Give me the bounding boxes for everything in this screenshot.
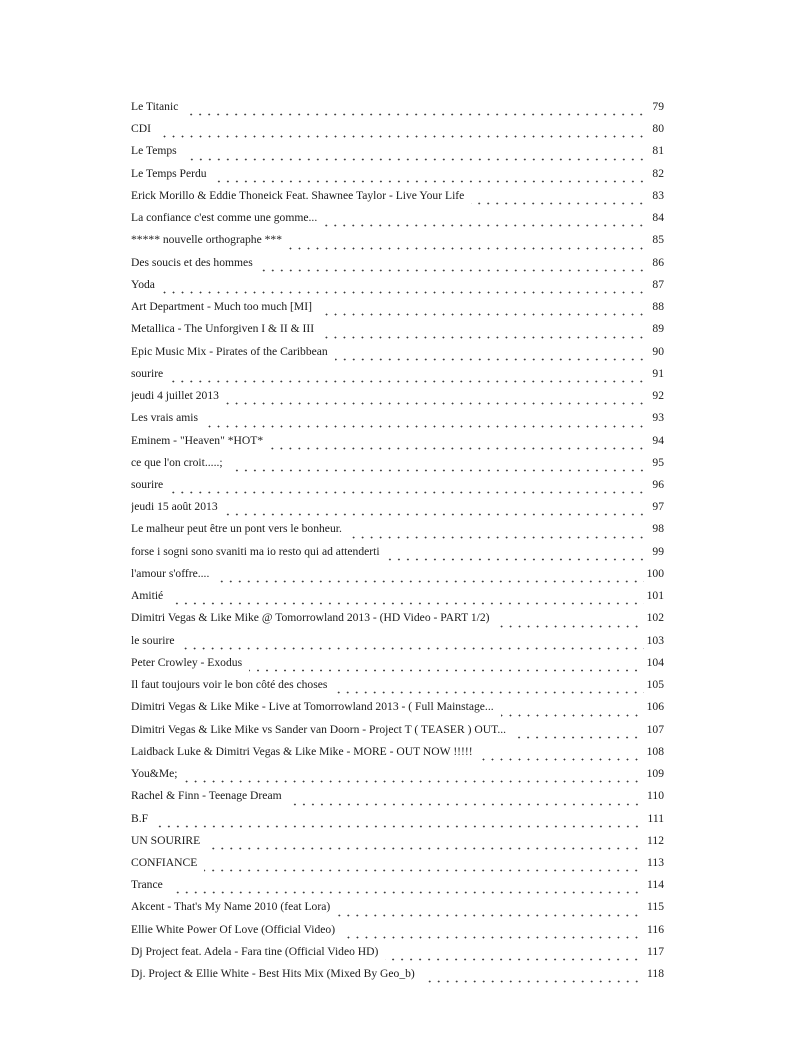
table-of-contents [131,100,664,989]
dot-leader [501,707,644,717]
dot-leader [385,951,644,961]
toc-entry[interactable] [131,189,664,211]
dot-leader [155,818,644,828]
toc-entry[interactable] [131,856,664,878]
toc-entry-title: jeudi 15 août 2013 [131,500,218,514]
toc-entry-title: Le Temps Perdu [131,166,207,180]
dot-leader [349,529,649,539]
toc-entry-page-number: 89 [652,322,664,336]
toc-entry-page-number: 92 [652,389,664,403]
toc-entry[interactable] [131,789,664,811]
toc-entry[interactable] [131,389,664,411]
toc-entry-title: Dimitri Vegas & Like Mike - Live at Tomorrowland 2013 - ( Full Mainstage... [131,700,494,714]
toc-entry[interactable] [131,211,664,233]
toc-entry[interactable] [131,745,664,767]
toc-entry-page-number: 114 [647,878,664,892]
toc-entry-title: CONFIANCE [131,855,198,869]
dot-leader [480,751,644,761]
toc-entry[interactable] [131,300,664,322]
dot-leader [170,884,644,894]
toc-entry[interactable] [131,656,664,678]
toc-entry[interactable] [131,434,664,456]
toc-entry-page-number: 113 [647,855,664,869]
toc-entry-page-number: 85 [652,233,664,247]
toc-entry-page-number: 88 [652,300,664,314]
dot-leader [513,729,644,739]
toc-entry[interactable] [131,367,664,389]
toc-entry-page-number: 109 [646,767,664,781]
dot-leader [158,128,649,138]
toc-entry-title: sourire [131,366,164,380]
toc-entry-page-number: 95 [652,455,664,469]
dot-leader [225,506,649,516]
dot-leader [204,862,644,872]
toc-entry-title: Dj. Project & Ellie White - Best Hits Mix (Mixed By Geo_b) [131,967,415,981]
toc-entry-page-number: 117 [647,944,664,958]
toc-entry-title: You&Me; [131,767,178,781]
toc-entry-page-number: 106 [646,700,664,714]
toc-entry-title: Dj Project feat. Adela - Fara tine (Official Video HD) [131,944,379,958]
dot-leader [185,773,644,783]
toc-entry-page-number: 82 [652,166,664,180]
dot-leader [471,195,649,205]
dot-leader [170,595,643,605]
toc-entry-title: le sourire [131,633,175,647]
toc-entry-page-number: 115 [647,900,664,914]
toc-entry[interactable] [131,345,664,367]
toc-entry-title: Le Temps [131,144,177,158]
dot-leader [260,262,649,272]
toc-entry-page-number: 80 [652,122,664,136]
toc-entry-title: ce que l'on croit.....; [131,455,223,469]
toc-entry-title: l'amour s'offre.... [131,566,210,580]
toc-entry[interactable] [131,923,664,945]
toc-entry-page-number: 86 [652,255,664,269]
toc-entry-page-number: 111 [647,811,664,825]
dot-leader [324,217,649,227]
toc-entry[interactable] [131,567,664,589]
toc-entry-page-number: 87 [652,277,664,291]
toc-entry-page-number: 103 [646,633,664,647]
toc-entry-title: Dimitri Vegas & Like Mike @ Tomorrowland 2013 - (HD Video - PART 1/2) [131,611,490,625]
toc-entry[interactable] [131,522,664,544]
toc-entry-page-number: 112 [647,833,664,847]
dot-leader [321,329,649,339]
dot-leader [184,151,649,161]
dot-leader [289,796,644,806]
toc-entry[interactable] [131,723,664,745]
toc-entry-page-number: 81 [652,144,664,158]
toc-entry-title: Ellie White Power Of Love (Official Video) [131,922,336,936]
dot-leader [170,484,649,494]
toc-entry[interactable] [131,456,664,478]
dot-leader [249,662,644,672]
dot-leader [337,907,644,917]
toc-entry[interactable] [131,834,664,856]
toc-entry-title: ***** nouvelle orthographe *** [131,233,283,247]
dot-leader [422,973,644,983]
toc-entry-page-number: 93 [652,411,664,425]
toc-entry[interactable] [131,611,664,633]
toc-entry-title: Laidback Luke & Dimitri Vegas & Like Mike - MORE - OUT NOW !!!!! [131,744,473,758]
toc-entry-title: UN SOURIRE [131,833,201,847]
toc-entry-page-number: 94 [652,433,664,447]
dot-leader [270,440,649,450]
toc-entry-page-number: 84 [652,211,664,225]
dot-leader [205,418,649,428]
toc-entry-page-number: 116 [647,922,664,936]
dot-leader [170,373,649,383]
toc-entry-page-number: 104 [646,655,664,669]
toc-entry-title: Des soucis et des hommes [131,255,253,269]
dot-leader [334,684,643,694]
toc-entry[interactable] [131,278,664,300]
toc-entry-title: CDI [131,122,151,136]
toc-entry-title: Yoda [131,277,155,291]
toc-entry-title: Les vrais amis [131,411,198,425]
toc-entry-page-number: 107 [646,722,664,736]
toc-entry-page-number: 101 [646,589,664,603]
dot-leader [342,929,644,939]
toc-entry-page-number: 108 [646,744,664,758]
dot-leader [387,551,649,561]
dot-leader [319,306,649,316]
toc-entry-title: Rachel & Finn - Teenage Dream [131,789,282,803]
toc-entry-title: Dimitri Vegas & Like Mike vs Sander van Doorn - Project T ( TEASER ) OUT... [131,722,507,736]
toc-entry[interactable] [131,700,664,722]
toc-entry-page-number: 102 [646,611,664,625]
toc-entry-title: Akcent - That's My Name 2010 (feat Lora) [131,900,331,914]
dot-leader [162,284,649,294]
toc-entry[interactable] [131,322,664,344]
toc-entry[interactable] [131,945,664,967]
toc-entry[interactable] [131,900,664,922]
toc-entry-title: jeudi 4 juillet 2013 [131,389,219,403]
toc-entry[interactable] [131,634,664,656]
toc-entry-page-number: 105 [646,678,664,692]
toc-entry-title: B.F [131,811,149,825]
toc-entry[interactable] [131,767,664,789]
toc-entry[interactable] [131,812,664,834]
dot-leader [497,618,644,628]
toc-entry-title: Il faut toujours voir le bon côté des choses [131,678,328,692]
toc-entry-page-number: 118 [647,967,664,981]
toc-entry-page-number: 100 [646,566,664,580]
dot-leader [214,173,649,183]
toc-entry[interactable] [131,233,664,255]
toc-entry-page-number: 96 [652,477,664,491]
toc-entry-title: forse i sogni sono svaniti ma io resto qui ad attenderti [131,544,380,558]
toc-entry[interactable] [131,589,664,611]
toc-entry-page-number: 110 [647,789,664,803]
toc-entry[interactable] [131,545,664,567]
toc-entry-title: Le malheur peut être un pont vers le bonheur. [131,522,342,536]
toc-entry[interactable] [131,122,664,144]
toc-entry[interactable] [131,478,664,500]
toc-entry-title: Amitié [131,589,164,603]
dot-leader [207,840,644,850]
toc-entry-title: Trance [131,878,163,892]
toc-entry-page-number: 91 [652,366,664,380]
dot-leader [226,395,649,405]
toc-entry-page-number: 83 [652,188,664,202]
toc-entry-page-number: 99 [652,544,664,558]
toc-entry[interactable] [131,967,664,989]
toc-entry-page-number: 79 [652,100,664,113]
dot-leader [230,462,649,472]
toc-entry-title: Epic Music Mix - Pirates of the Caribbean [131,344,328,358]
toc-entry-page-number: 90 [652,344,664,358]
dot-leader [335,351,649,361]
toc-entry-title: La confiance c'est comme une gomme... [131,211,318,225]
dot-leader [181,640,643,650]
toc-entry-title: Eminem - "Heaven" *HOT* [131,433,264,447]
toc-entry[interactable] [131,678,664,700]
dot-leader [289,240,649,250]
toc-entry[interactable] [131,500,664,522]
toc-entry-page-number: 97 [652,500,664,514]
toc-entry[interactable] [131,167,664,189]
toc-entry-page-number: 98 [652,522,664,536]
toc-entry[interactable] [131,144,664,166]
toc-entry-title: Le Titanic [131,100,179,113]
toc-entry[interactable] [131,100,664,122]
toc-entry[interactable] [131,878,664,900]
dot-leader [216,573,643,583]
toc-entry-title: Erick Morillo & Eddie Thoneick Feat. Shawnee Taylor - Live Your Life [131,188,465,202]
toc-entry-title: sourire [131,477,164,491]
toc-entry-title: Art Department - Much too much [MI] [131,300,312,314]
toc-entry[interactable] [131,411,664,433]
toc-entry[interactable] [131,256,664,278]
dot-leader [185,106,649,116]
toc-entry-title: Peter Crowley - Exodus [131,655,243,669]
toc-entry-title: Metallica - The Unforgiven I & II & III [131,322,315,336]
